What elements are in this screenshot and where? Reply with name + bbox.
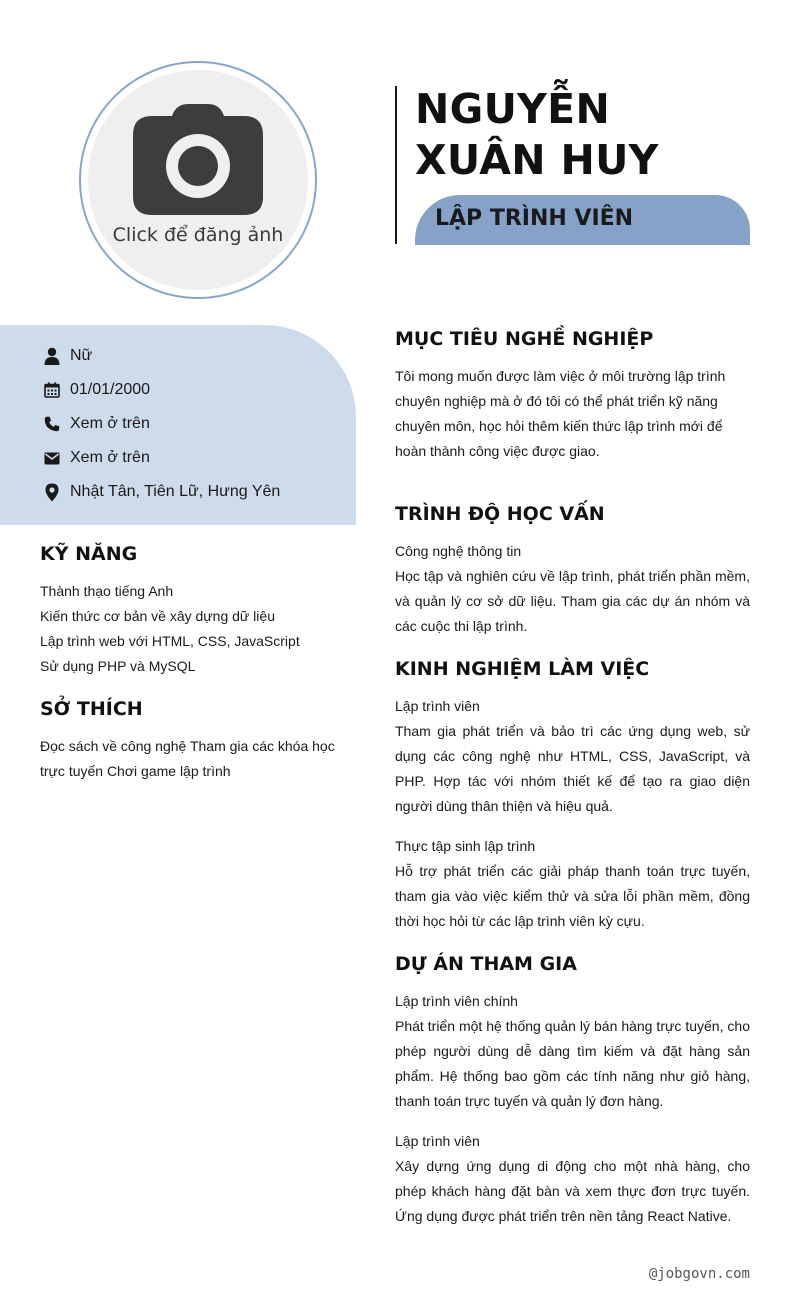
candidate-name: NGUYỄN XUÂN HUY [415, 85, 659, 184]
map-pin-icon [42, 482, 62, 502]
skill-item: Kiến thức cơ bản về xây dựng dữ liệu [40, 608, 275, 624]
experience-subtitle: Thực tập sinh lập trình [395, 838, 536, 854]
experience-text: Hỗ trợ phát triển các giải pháp thanh toán trực tuyến, tham gia vào việc kiểm thử và sửa lỗi phần mềm, đồng thời học hỏi từ các lập trình viên kỳ cựu. [395, 863, 750, 929]
skills-list [40, 579, 300, 679]
birthday-value: 01/01/2000 [70, 381, 151, 398]
header-divider [395, 86, 397, 244]
hobbies-title: SỞ THÍCH [40, 698, 143, 720]
contact-address [42, 480, 280, 504]
phone-value: Xem ở trên [70, 415, 150, 432]
avatar-upload-label: Click để đăng ảnh [112, 224, 284, 246]
envelope-icon [42, 448, 62, 468]
projects-title: DỰ ÁN THAM GIA [395, 953, 577, 975]
education-title: TRÌNH ĐỘ HỌC VẤN [395, 503, 605, 525]
project-text: Phát triển một hệ thống quản lý bán hàng trực tuyến, cho phép người dùng dễ dàng tìm kiếm và đặt hàng sản phẩm. Hệ thống bao gồm các tính năng như giỏ hàng, thanh toán trực tuyến và quản lý đơn hàng. [395, 1018, 750, 1109]
experience-title: KINH NGHIỆM LÀM VIỆC [395, 658, 650, 680]
hobbies-text: Đọc sách về công nghệ Tham gia các khóa học trực tuyến Chơi game lập trình [40, 738, 335, 779]
experience-subtitle: Lập trình viên [395, 698, 480, 714]
camera-icon [132, 102, 264, 216]
avatar-upload[interactable] [88, 70, 308, 290]
calendar-icon [42, 380, 62, 400]
person-icon [42, 346, 62, 366]
skill-item: Sử dụng PHP và MySQL [40, 658, 196, 674]
phone-icon [42, 414, 62, 434]
project-entry [395, 989, 750, 1114]
project-text: Xây dựng ứng dụng di động cho một nhà hàng, cho phép khách hàng đặt bàn và xem thực đơn trực tuyến. Ứng dụng được phát triển trên nền tảng React Native. [395, 1158, 750, 1224]
project-subtitle: Lập trình viên chính [395, 993, 518, 1009]
project-entry [395, 1129, 750, 1229]
job-title: LẬP TRÌNH VIÊN [435, 206, 634, 231]
objective-title: MỤC TIÊU NGHỀ NGHIỆP [395, 328, 654, 350]
job-title-banner [415, 195, 750, 245]
skill-item: Thành thạo tiếng Anh [40, 583, 174, 599]
experience-entry [395, 694, 750, 819]
education-entry [395, 539, 750, 639]
gender-value: Nữ [70, 347, 93, 364]
skill-item: Lập trình web với HTML, CSS, JavaScript [40, 633, 300, 649]
address-value: Nhật Tân, Tiên Lữ, Hưng Yên [70, 483, 281, 500]
contact-birthday [42, 378, 150, 402]
project-subtitle: Lập trình viên [395, 1133, 480, 1149]
objective-section [395, 364, 730, 464]
email-value: Xem ở trên [70, 449, 150, 466]
contact-gender [42, 344, 92, 368]
objective-text: Tôi mong muốn được làm việc ở môi trường lập trình chuyên nghiệp mà ở đó tôi có thể phát triển kỹ năng chuyên môn, học hỏi thêm kiến thức lập trình mới để hoàn thành công việc được giao. [395, 368, 726, 459]
education-subtitle: Công nghệ thông tin [395, 543, 522, 559]
experience-text: Tham gia phát triển và bảo trì các ứng dụng web, sử dụng các công nghệ như HTML, CSS, JavaScript, và PHP. Hợp tác với nhóm thiết kế để tạo ra giao diện người dùng thân thiện và hiệu quả. [395, 723, 750, 814]
experience-entry [395, 834, 750, 934]
education-text: Học tập và nghiên cứu về lập trình, phát triển phần mềm, và quản lý cơ sở dữ liệu. Tham gia các dự án nhóm và các cuộc thi lập trình. [395, 568, 750, 634]
contact-phone [42, 412, 150, 436]
contact-email [42, 446, 150, 470]
skills-title: KỸ NĂNG [40, 543, 138, 565]
footer-watermark[interactable]: @jobgovn.com [648, 1266, 750, 1282]
